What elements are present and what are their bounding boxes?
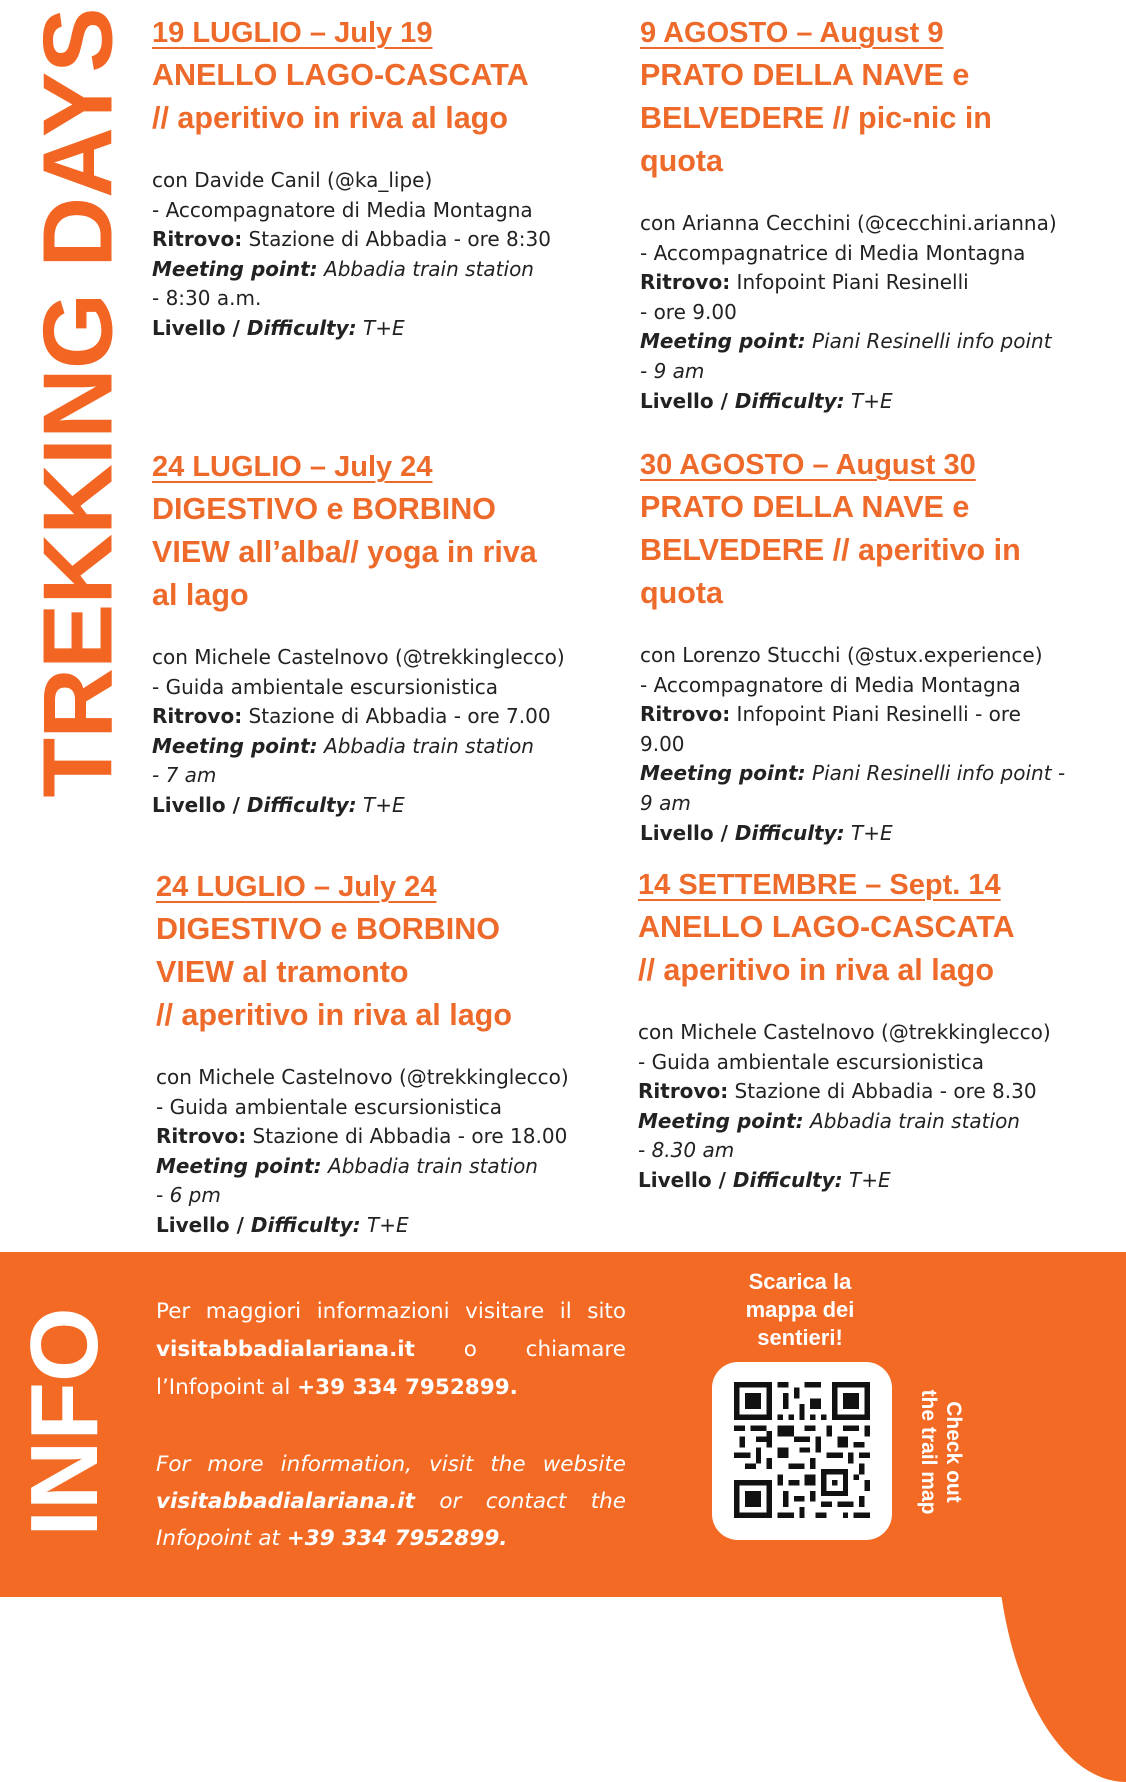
event-date: 19 LUGLIO – July 19 [152,17,433,49]
difficulty: Livello / Difficulty: T+E [156,1212,409,1237]
meeting-ritrovo: Ritrovo: Infopoint Piani Resinelli [640,270,969,295]
event-card [640,14,1110,416]
event-date: 30 AGOSTO – August 30 [640,449,976,481]
meeting-ritrovo: Ritrovo: Stazione di Abbadia - ore 8:30 [152,227,551,252]
event-title: PRATO DELLA NAVE e BELVEDERE // aperitivo in quota [640,490,1021,610]
guide-name: con Davide Canil (@ka_lipe) [152,168,433,192]
event-date: 14 SETTEMBRE – Sept. 14 [638,869,1001,901]
event-card [640,446,1110,848]
info-title: INFO [11,1307,118,1537]
guide-role: - Accompagnatore di Media Montagna [640,672,1021,697]
guide-name: con Michele Castelnovo (@trekkinglecco) [156,1065,569,1089]
phone-number[interactable]: +39 334 7952899. [297,1375,518,1400]
guide-role: - Accompagnatrice di Media Montagna [640,240,1026,265]
meeting-point: Meeting point: Abbadia train station [638,1108,1020,1133]
event-title: PRATO DELLA NAVE e BELVEDERE // pic-nic in quota [640,58,992,178]
event-title: ANELLO LAGO-CASCATA // aperitivo in riva al lago [152,58,529,135]
website-link[interactable]: visitabbadialariana.it [156,1337,415,1362]
meeting-ritrovo-time: 9.00 [640,731,685,756]
guide-role: - Guida ambientale escursionistica [156,1094,503,1119]
event-card [156,868,626,1241]
qr-code-icon [734,1382,870,1518]
guide-role: - Guida ambientale escursionistica [638,1049,985,1074]
meeting-time: - 8.30 am [638,1138,735,1163]
meeting-point: Meeting point: Piani Resinelli info point [640,329,1052,354]
event-date: 9 AGOSTO – August 9 [640,17,944,49]
event-date: 24 LUGLIO – July 24 [152,451,433,483]
difficulty: Livello / Difficulty: T+E [152,315,405,340]
check-trail-map-caption: Check out the trail map [917,1389,965,1515]
guide-name: con Arianna Cecchini (@cecchini.arianna) [640,211,1057,235]
event-details [152,643,622,821]
trekking-days-title: TREKKING DAYS [22,7,133,798]
meeting-time: - 8:30 a.m. [152,286,262,311]
meeting-ritrovo: Ritrovo: Stazione di Abbadia - ore 7.00 [152,704,551,729]
guide-role: - Guida ambientale escursionistica [152,674,499,699]
download-map-caption: Scarica la mappa dei sentieri! [745,1269,855,1350]
website-link[interactable]: visitabbadialariana.it [156,1489,415,1514]
event-title: ANELLO LAGO-CASCATA // aperitivo in riva al lago [638,910,1015,987]
event-details [638,1018,1118,1196]
event-date: 24 LUGLIO – July 24 [156,871,437,903]
info-text-english: For more information, visit the website visitabbadialariana.it or contact the Infopoint at +39 334 7952899. [156,1452,626,1551]
meeting-point: Meeting point: Piani Resinelli info point - [640,761,1066,786]
info-text-italian: Per maggiori informazioni visitare il sito visitabbadialariana.it o chiamare l’Infopoint al +39 334 7952899. [156,1299,626,1400]
event-details [156,1063,626,1241]
difficulty: Livello / Difficulty: T+E [640,820,893,845]
meeting-ritrovo: Ritrovo: Stazione di Abbadia - ore 8.30 [638,1079,1037,1104]
event-details [640,641,1110,848]
guide-name: con Michele Castelnovo (@trekkinglecco) [152,645,565,669]
event-details [640,209,1110,416]
guide-name: con Michele Castelnovo (@trekkinglecco) [638,1020,1051,1044]
meeting-time: - 6 pm [156,1183,221,1208]
meeting-time: - 7 am [152,763,217,788]
phone-number[interactable]: +39 334 7952899. [286,1526,508,1551]
event-details [152,166,612,344]
meeting-ritrovo: Ritrovo: Infopoint Piani Resinelli - ore [640,702,1021,727]
meeting-point: Meeting point: Abbadia train station [152,256,534,281]
event-card [638,866,1118,1196]
meeting-point: Meeting point: Abbadia train station [156,1153,538,1178]
guide-role: - Accompagnatore di Media Montagna [152,197,533,222]
meeting-ritrovo: Ritrovo: Stazione di Abbadia - ore 18.00 [156,1124,568,1149]
event-title: DIGESTIVO e BORBINO VIEW all’alba// yoga in riva al lago [152,492,537,612]
difficulty: Livello / Difficulty: T+E [638,1167,891,1192]
meeting-point: Meeting point: Abbadia train station [152,733,534,758]
meeting-time: - 9 am [640,358,705,383]
meeting-time: 9 am [640,790,691,815]
event-title: DIGESTIVO e BORBINO VIEW al tramonto // aperitivo in riva al lago [156,912,512,1032]
difficulty: Livello / Difficulty: T+E [640,388,893,413]
difficulty: Livello / Difficulty: T+E [152,792,405,817]
event-card [152,14,612,344]
meeting-ritrovo-time: - ore 9.00 [640,299,737,324]
guide-name: con Lorenzo Stucchi (@stux.experience) [640,643,1043,667]
event-card [152,448,622,821]
qr-code-card[interactable] [712,1362,892,1540]
